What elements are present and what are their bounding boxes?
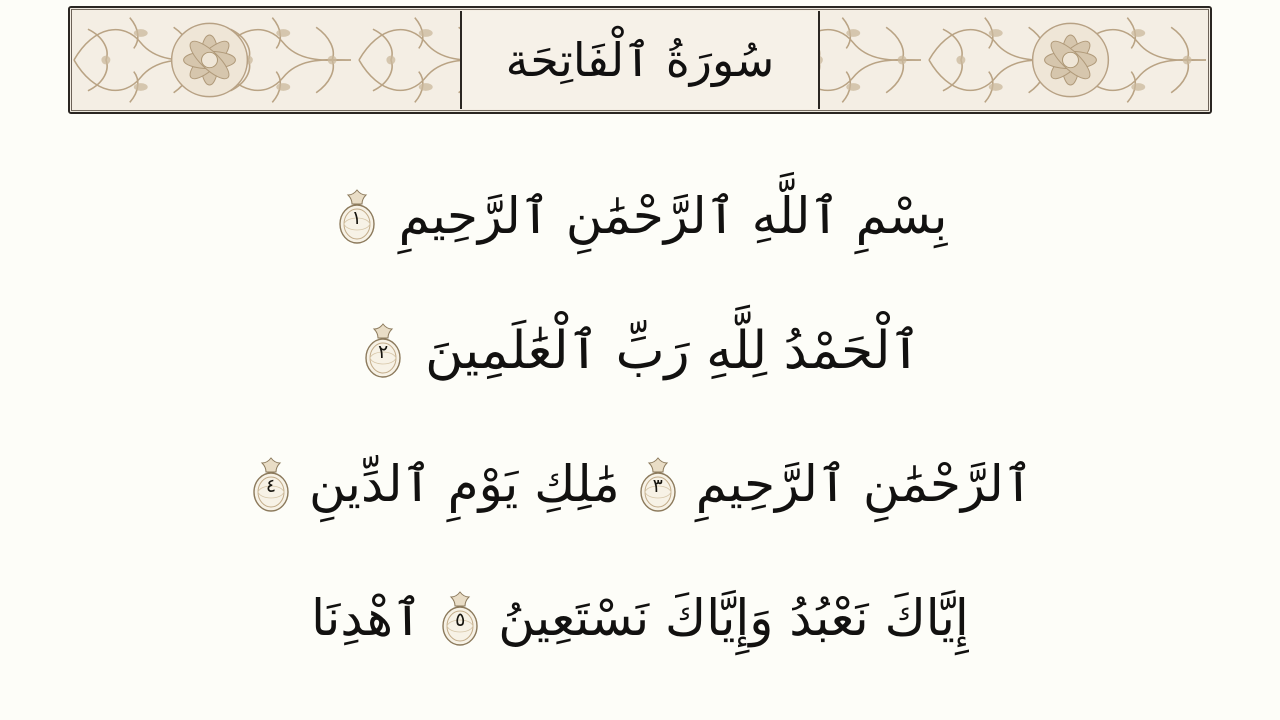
rosette-left-icon (172, 23, 248, 96)
quran-text-body (70, 150, 1210, 720)
ayah-marker[interactable] (247, 454, 295, 516)
ayah-marker[interactable] (634, 454, 682, 516)
ayah-line (70, 284, 1210, 418)
ayah-number: ٣ (652, 474, 663, 497)
ayah-text: بِسْمِ ٱللَّهِ ٱلرَّحْمَٰنِ ٱلرَّحِيمِ (398, 187, 948, 246)
ayah-text: مَٰلِكِ يَوْمِ ٱلدِّينِ (309, 455, 620, 514)
ayah-line (70, 418, 1210, 552)
surah-title-plate (460, 11, 820, 109)
rosette-right-icon (1033, 23, 1109, 96)
ayah-text-partial: ٱهْدِنَا (311, 589, 423, 648)
ayah-marker[interactable] (359, 320, 407, 382)
page-title: سُورَةُ ٱلْفَاتِحَة (505, 32, 775, 87)
ayah-number: ٤ (265, 474, 277, 497)
ayah-line (70, 552, 1210, 686)
ayah-marker[interactable] (333, 186, 381, 248)
ayah-line (70, 150, 1210, 284)
ayah-number: ٥ (455, 608, 466, 631)
ayah-number: ١ (351, 206, 362, 229)
ayah-text: إِيَّاكَ نَعْبُدُ وَإِيَّاكَ نَسْتَعِينُ (498, 589, 969, 648)
ayah-marker[interactable] (436, 588, 484, 650)
surah-header-band (68, 6, 1212, 114)
ayah-text: ٱلْحَمْدُ لِلَّهِ رَبِّ ٱلْعَٰلَمِينَ (425, 320, 921, 381)
ayah-text: ٱلرَّحْمَٰنِ ٱلرَّحِيمِ (695, 455, 1033, 514)
ayah-number: ٢ (378, 340, 389, 363)
